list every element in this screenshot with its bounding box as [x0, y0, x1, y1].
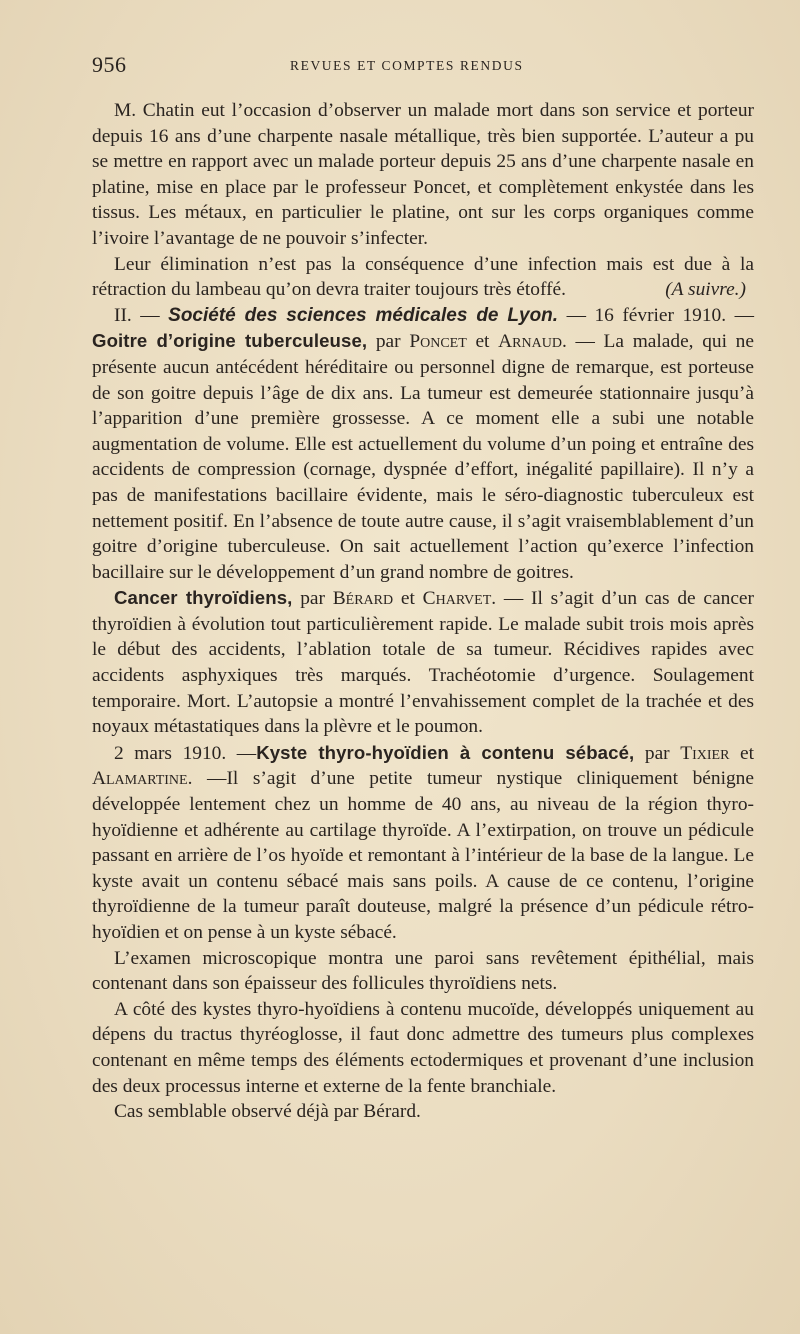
article-title: Goitre d’origine tuberculeuse,	[92, 330, 368, 352]
paragraph-elimination	[92, 252, 754, 303]
paragraph-kystes-mucoides	[92, 997, 754, 1099]
paragraph-kyste	[92, 740, 754, 946]
society-heading: Société des sciences médicales de Lyon.	[168, 304, 559, 326]
article-title: Cancer thyroïdiens,	[114, 587, 293, 609]
article-body	[92, 98, 754, 1125]
and-word: et	[729, 742, 754, 764]
and-word: et	[466, 331, 499, 353]
author-name: Tixier	[680, 742, 730, 764]
a-suivre-note: (A suivre.)	[665, 279, 746, 301]
paragraph-cancer	[92, 585, 754, 740]
by-word: par	[292, 588, 333, 610]
paragraph-text: Cas semblable observé déjà par Bérard.	[114, 1101, 421, 1123]
paragraph-text: L’examen microscopique montra une paroi sans revêtement épithélial, mais contenant dans son épaisseur des follicules thyroïdiens nets.	[92, 947, 754, 995]
page-header	[92, 52, 752, 82]
meeting-date: 2 mars 1910. —	[114, 742, 257, 764]
paragraph-text: Leur élimination n’est pas la conséquence d’une infection mais est due à la rétraction du lambeau qu’on devra traiter toujours très étoffé.	[92, 253, 754, 301]
paragraph-text: A côté des kystes thyro-hyoïdiens à contenu mucoïde, développés uniquement au dépens du tractus thyréoglosse, il faut donc admettre des tumeurs plus complexes contenant en même temps des éléments ectodermiques et provenant d’une inclusion des deux processus interne et externe de la fente branchiale.	[92, 998, 754, 1097]
meeting-date: — 16 février 1910. —	[558, 304, 754, 326]
paragraph-goitre	[92, 303, 754, 586]
paragraph-cas-semblable	[92, 1099, 754, 1125]
paragraph-text: . — Il s’agit d’un cas de cancer thyroïdien à évolution tout particulièrement rapide. Le malade subit trois mois après le début des accidents, l’ablation totale de sa tumeur. Récidives rapides avec accidents asphyxiques très marqués. Trachéotomie d’urgence. Soulagement temporaire. Mort. L’autopsie a montré l’envahissement complet de la trachée et des noyaux métastatiques dans la plèvre et le poumon.	[92, 588, 754, 738]
paragraph-text: M. Chatin eut l’occasion d’observer un malade mort dans son service et porteur depuis 16 ans d’une charpente nasale métallique, très bien supportée. L’auteur a pu se mettre en rapport avec un malade porteur depuis 25 ans d’une charpente nasale en platine, mise en place par le professeur Poncet, et complètement enkystée dans les tissus. Les métaux, en particulier le platine, ont sur les corps organiques comme l’ivoire l’avantage de ne pouvoir s’infecter.	[92, 100, 754, 249]
running-head: REVUES ET COMPTES RENDUS	[290, 58, 524, 73]
author-name: Arnaud	[498, 331, 562, 353]
author-name: Charvet	[422, 588, 492, 610]
author-name: Alamartine	[92, 768, 188, 790]
and-word: et	[393, 588, 423, 610]
article-title: Kyste thyro-hyoïdien à contenu sébacé,	[256, 741, 635, 763]
by-word: par	[367, 331, 410, 353]
author-name: Bérard	[332, 588, 394, 610]
by-word: par	[634, 742, 681, 764]
page-number: 956	[92, 52, 127, 77]
author-name: Poncet	[409, 331, 467, 353]
paragraph-text: . — La malade, qui ne présente aucun antécédent héréditaire ou personnel digne de remarque, est porteuse de son goitre depuis l’âge de dix ans. La tumeur est demeurée stationnaire jusqu’à l’apparition d’une première grossesse. A ce moment elle a subi une notable augmentation de volume. Elle est actuellement du volume d’un poing et entraîne des accidents de compression (cornage, dyspnée d’effort, inégalité papillaire). Il n’y a pas de manifestations bacillaire évidente, mais le séro-diagnostic tuberculeux est nettement positif. En l’absence de toute autre cause, il s’agit vraisemblablement d’un goitre d’origine tuberculeuse. On sait actuellement l’action qu’exerce l’infection bacillaire sur le développement d’un grand nombre de goitres.	[92, 331, 754, 583]
paragraph-examen	[92, 946, 754, 997]
paragraph-chatin	[92, 98, 754, 252]
section-number: II. —	[114, 304, 160, 326]
paragraph-text: . —Il s’agit d’une petite tumeur nystique cliniquement bénigne développée lentement chez un homme de 40 ans, au niveau de la région thyro-hyoïdienne et adhérente au cartilage thyroïde. A l’extirpation, on trouve un pédicule passant en arrière de l’os hyoïde et remontant à l’intérieur de la base de la langue. Le kyste avait un contenu sébacé mais sans poils. A cause de ce contenu, l’origine thyroïdienne de la tumeur paraît douteuse, malgré la présence d’un pédicule rétro-hyoïdien et on pense à un kyste sébacé.	[92, 768, 754, 943]
